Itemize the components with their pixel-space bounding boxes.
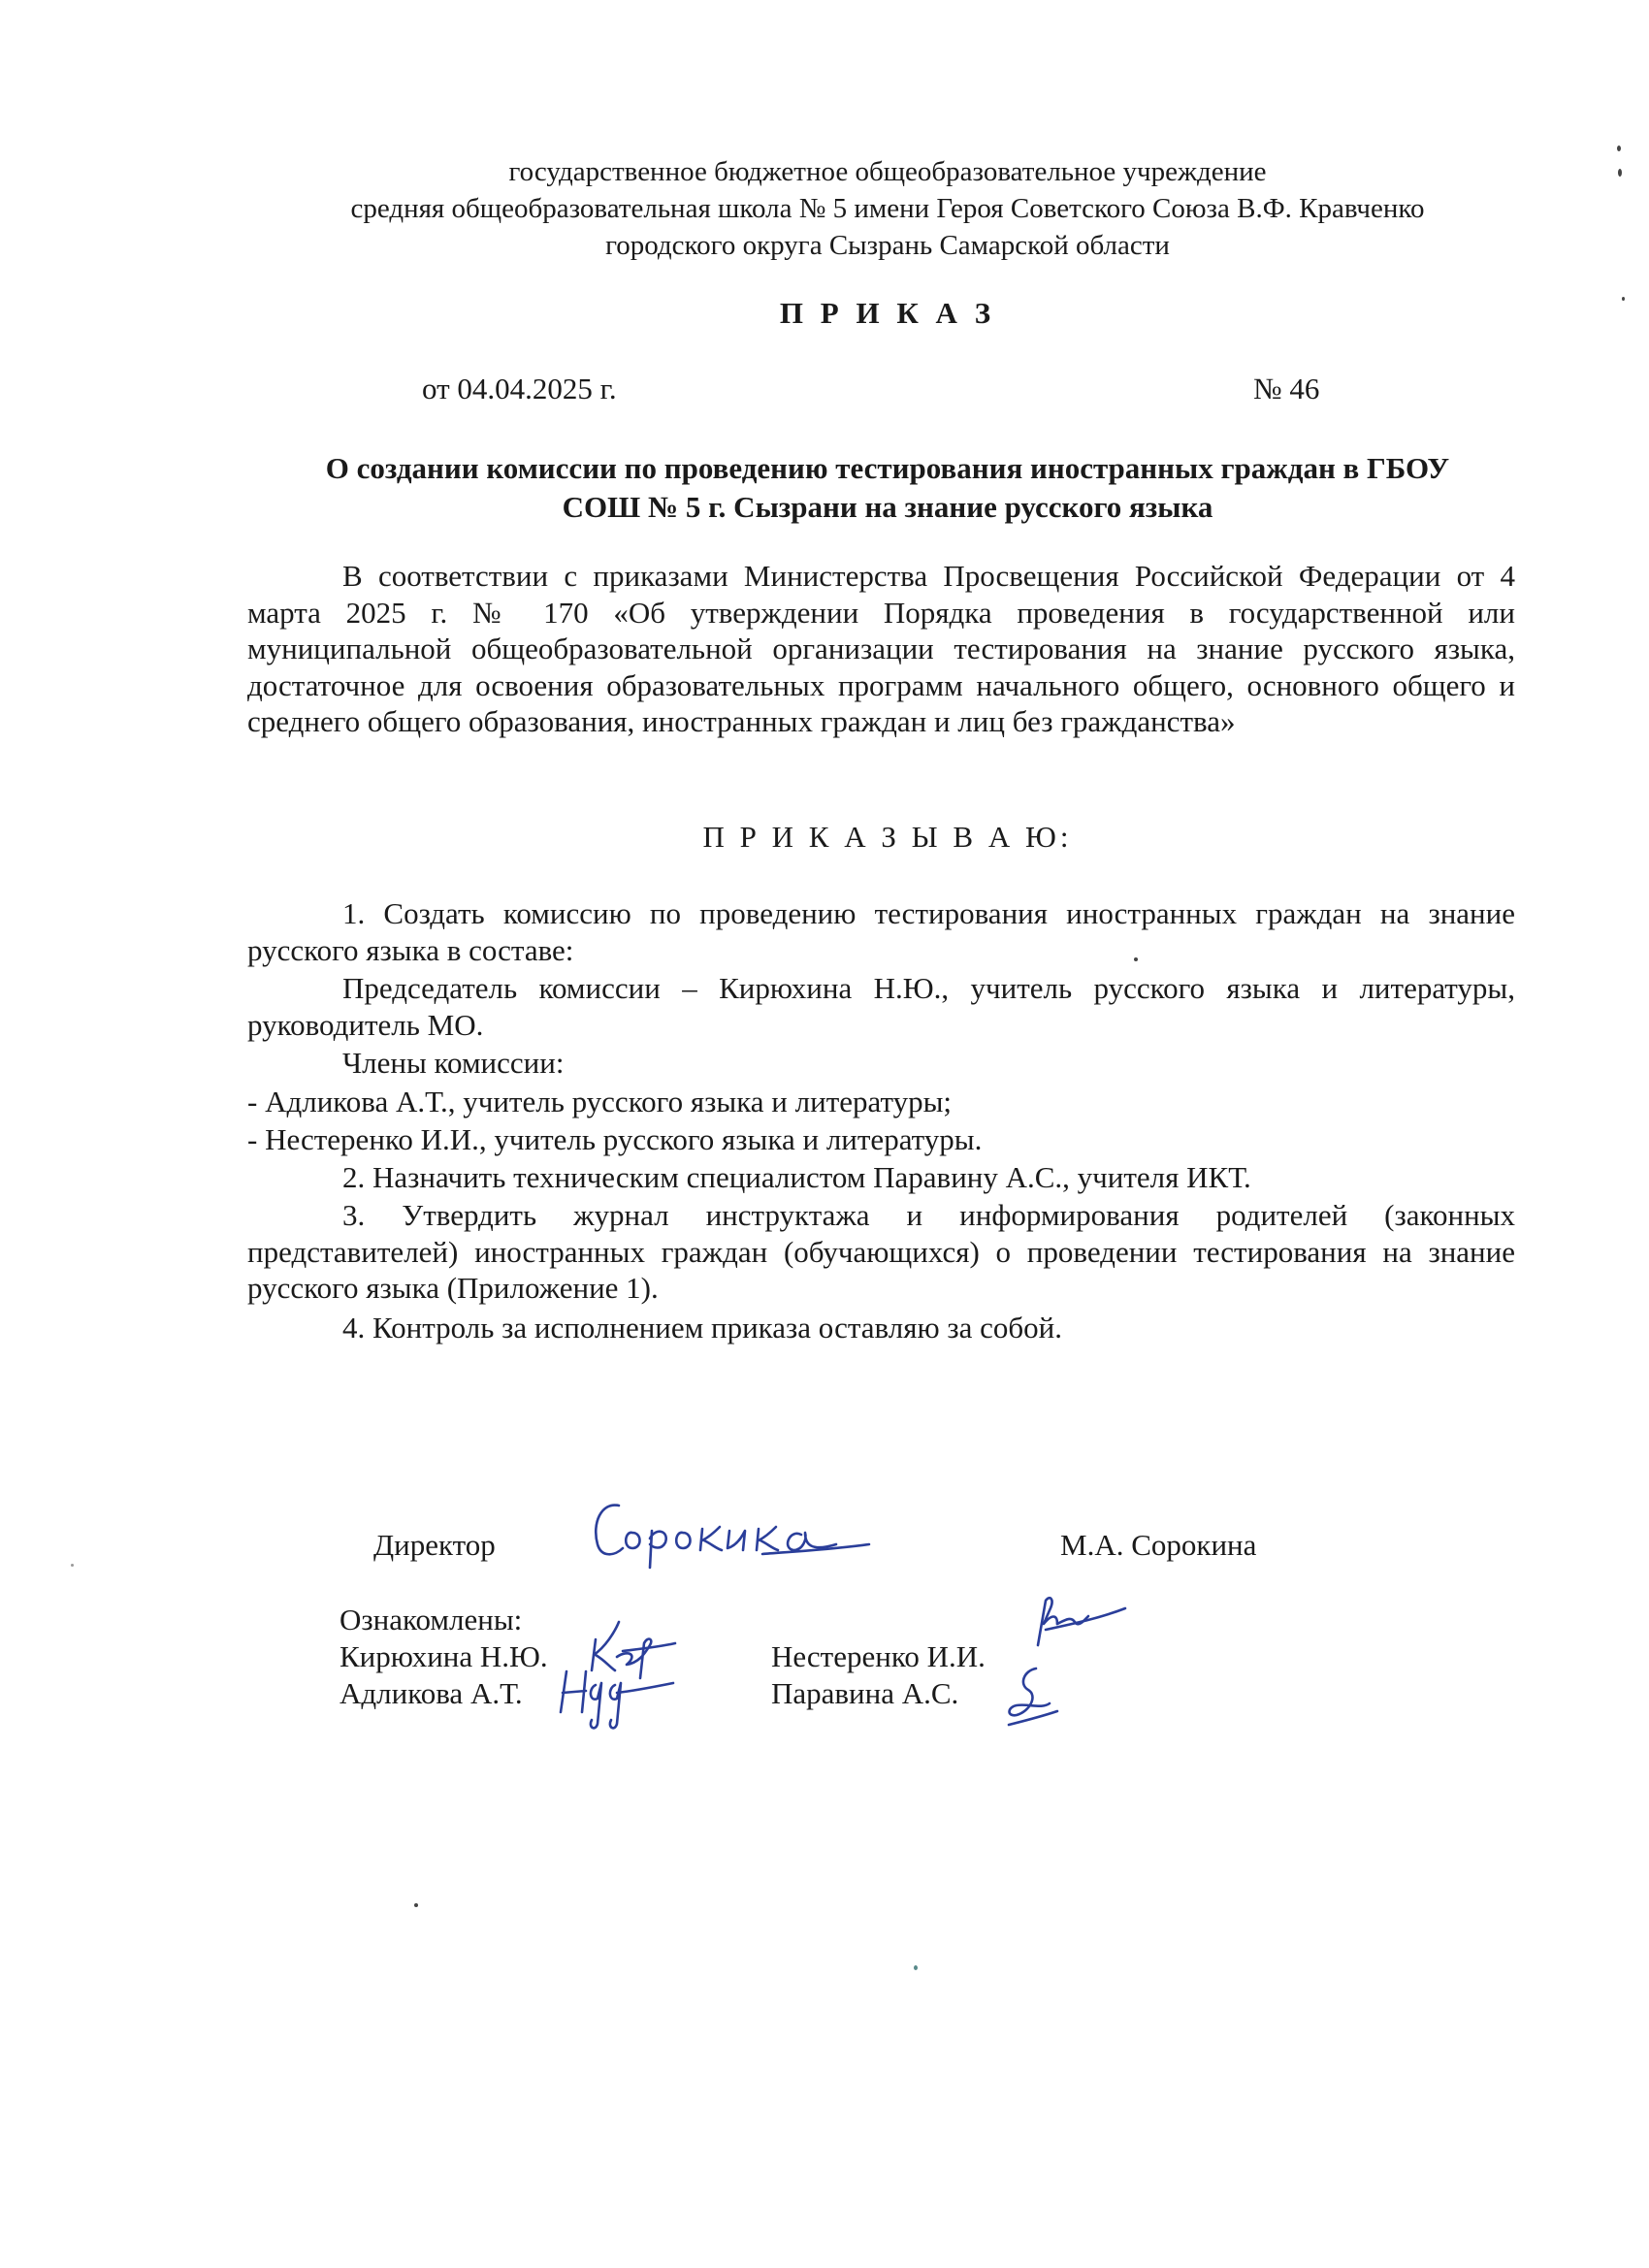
director-signature: [582, 1484, 883, 1571]
acknowledged-label: Ознакомлены:: [340, 1603, 523, 1636]
preamble-text: В соответствии с приказами Министерства Просвещения Российской Федерации от 4 марта 2025 г. № 170 «Об утверждении Порядка проведения в государственной или муниципальной общеобразовательной организации тестирования на знание русского языка, достаточное для освоения образовательных программ начального общего, основного общего и среднего общего образования, иностранных граждан и лиц без гражданства»: [247, 559, 1515, 738]
director-name: М.А. Сорокина: [1060, 1528, 1257, 1562]
director-position: Директор: [373, 1528, 496, 1562]
institution-line-1: государственное бюджетное общеобразовательное учреждение: [508, 156, 1267, 187]
scan-speck: [71, 1564, 74, 1567]
item-1: [247, 895, 1515, 968]
preamble-paragraph: [247, 558, 1515, 740]
item-3: [247, 1197, 1515, 1307]
members-label-text: Члены комиссии:: [342, 1046, 565, 1080]
member-1: - Адликова А.Т., учитель русского языка и литературы;: [247, 1085, 953, 1118]
subject-line-2: СОШ № 5 г. Сызрани на знание русского языка: [562, 490, 1213, 524]
chair-line: [247, 970, 1515, 1043]
item-4: [247, 1310, 1515, 1346]
document-date: от 04.04.2025 г.: [422, 372, 617, 405]
document-number: № 46: [1253, 372, 1320, 405]
order-heading: П Р И К А З Ы В А Ю:: [702, 820, 1073, 854]
scan-speck: [1618, 169, 1622, 177]
member-2: - Нестеренко И.И., учитель русского языка и литературы.: [247, 1122, 983, 1156]
item-2: [247, 1159, 1515, 1196]
item-2-text: 2. Назначить техническим специалистом Паравину А.С., учителя ИКТ.: [342, 1160, 1251, 1194]
item-3-text: 3. Утвердить журнал инструктажа и информирования родителей (законных представителей) иностранных граждан (обучающихся) о проведении тестирования на знание русского языка (Приложение 1).: [247, 1198, 1515, 1305]
signature-nesterenko: [1018, 1591, 1130, 1669]
subject-line-1: О создании комиссии по проведению тестирования иностранных граждан в ГБОУ: [325, 451, 1450, 485]
item-1-text: 1. Создать комиссию по проведению тестирования иностранных граждан на знание русского языка в составе:: [247, 896, 1515, 967]
scan-speck: [414, 1903, 418, 1907]
ack-person-2: Адликова А.Т.: [340, 1676, 523, 1710]
scan-speck: [1134, 957, 1138, 961]
scan-speck: [914, 1965, 918, 1970]
item-4-text: 4. Контроль за исполнением приказа оставляю за собой.: [342, 1311, 1063, 1345]
institution-line-3: городского округа Сызрань Самарской области: [605, 230, 1170, 261]
scan-speck: [1617, 146, 1621, 151]
institution-line-2: средняя общеобразовательная школа № 5 имени Героя Советского Союза В.Ф. Кравченко: [350, 193, 1425, 224]
chair-text: Председатель комиссии – Кирюхина Н.Ю., учитель русского языка и литературы, руководитель МО.: [247, 971, 1515, 1042]
signature-paravina: [989, 1661, 1067, 1734]
ack-person-3: Нестеренко И.И.: [771, 1639, 986, 1673]
signature-adlikova: [553, 1664, 679, 1741]
ack-person-4: Паравина А.С.: [771, 1676, 959, 1710]
document-type: П Р И К А З: [779, 296, 996, 330]
scan-speck: [1622, 297, 1625, 301]
ack-person-1: Кирюхина Н.Ю.: [340, 1639, 548, 1673]
members-label: [247, 1045, 1515, 1082]
